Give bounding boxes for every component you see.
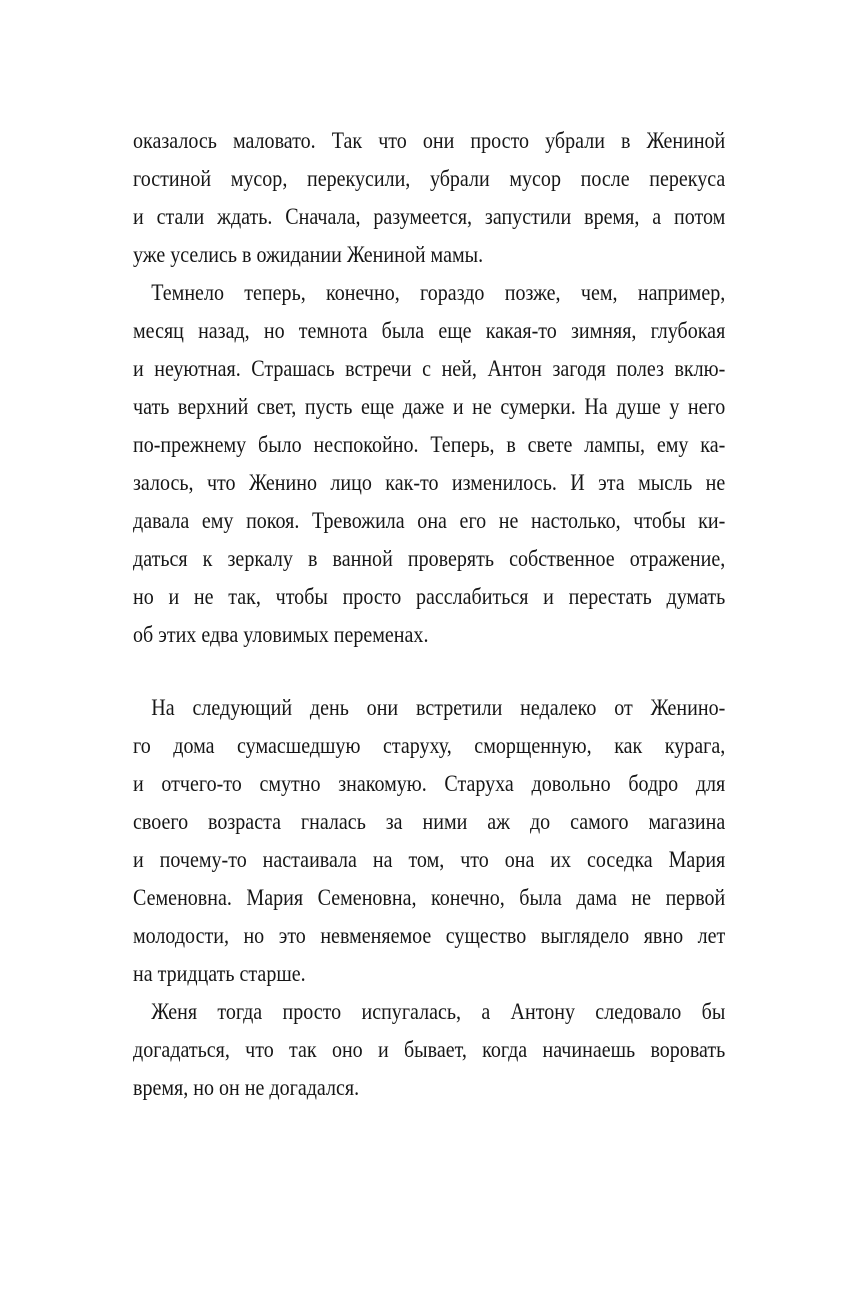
text-line: и отчего-то смутно знакомую. Старуха довольно бодро для bbox=[133, 771, 726, 796]
text-line: Семеновна. Мария Семеновна, конечно, была дама не первой bbox=[133, 885, 726, 910]
text-line: догадаться, что так оно и бывает, когда начинаешь воровать bbox=[133, 1037, 726, 1062]
text-line: уже уселись в ожидании Жениной мамы. bbox=[133, 242, 484, 267]
text-line: об этих едва уловимых переменах. bbox=[133, 622, 429, 647]
text-line: чать верхний свет, пусть еще даже и не сумерки. На душе у него bbox=[133, 394, 726, 419]
text-line: Темнело теперь, конечно, гораздо позже, чем, например, bbox=[151, 280, 726, 305]
text-line: гостиной мусор, перекусили, убрали мусор после перекуса bbox=[133, 166, 726, 191]
text-line: своего возраста гналась за ними аж до самого магазина bbox=[133, 809, 726, 834]
text-line: даться к зеркалу в ванной проверять собственное отражение, bbox=[133, 546, 726, 571]
text-line: по-прежнему было неспокойно. Теперь, в свете лампы, ему ка- bbox=[133, 432, 726, 457]
paragraph bbox=[133, 122, 725, 274]
paragraph bbox=[133, 274, 725, 654]
text-line: но и не так, чтобы просто расслабиться и перестать думать bbox=[133, 584, 726, 609]
paragraph bbox=[133, 689, 725, 993]
text-line: Женя тогда просто испугалась, а Антону следовало бы bbox=[151, 999, 726, 1024]
text-line: на тридцать старше. bbox=[133, 961, 306, 986]
text-line: и почему-то настаивала на том, что она их соседка Мария bbox=[133, 847, 726, 872]
text-line: месяц назад, но темнота была еще какая-то зимняя, глубокая bbox=[133, 318, 726, 343]
text-line: го дома сумасшедшую старуху, сморщенную, как курага, bbox=[133, 733, 726, 758]
text-block bbox=[133, 122, 725, 1107]
text-line: давала ему покоя. Тревожила она его не настолько, чтобы ки- bbox=[133, 508, 726, 533]
text-line: залось, что Женино лицо как-то изменилось. И эта мысль не bbox=[133, 470, 726, 495]
text-line: На следующий день они встретили недалеко от Женино- bbox=[151, 695, 726, 720]
text-line: и стали ждать. Сначала, разумеется, запустили время, а потом bbox=[133, 204, 726, 229]
text-line: и неуютная. Страшась встречи с ней, Антон загодя полез вклю- bbox=[133, 356, 726, 381]
text-line: время, но он не догадался. bbox=[133, 1075, 360, 1100]
text-line: молодости, но это невменяемое существо выглядело явно лет bbox=[133, 923, 726, 948]
text-line: оказалось маловато. Так что они просто убрали в Жениной bbox=[133, 128, 726, 153]
paragraph bbox=[133, 993, 725, 1107]
